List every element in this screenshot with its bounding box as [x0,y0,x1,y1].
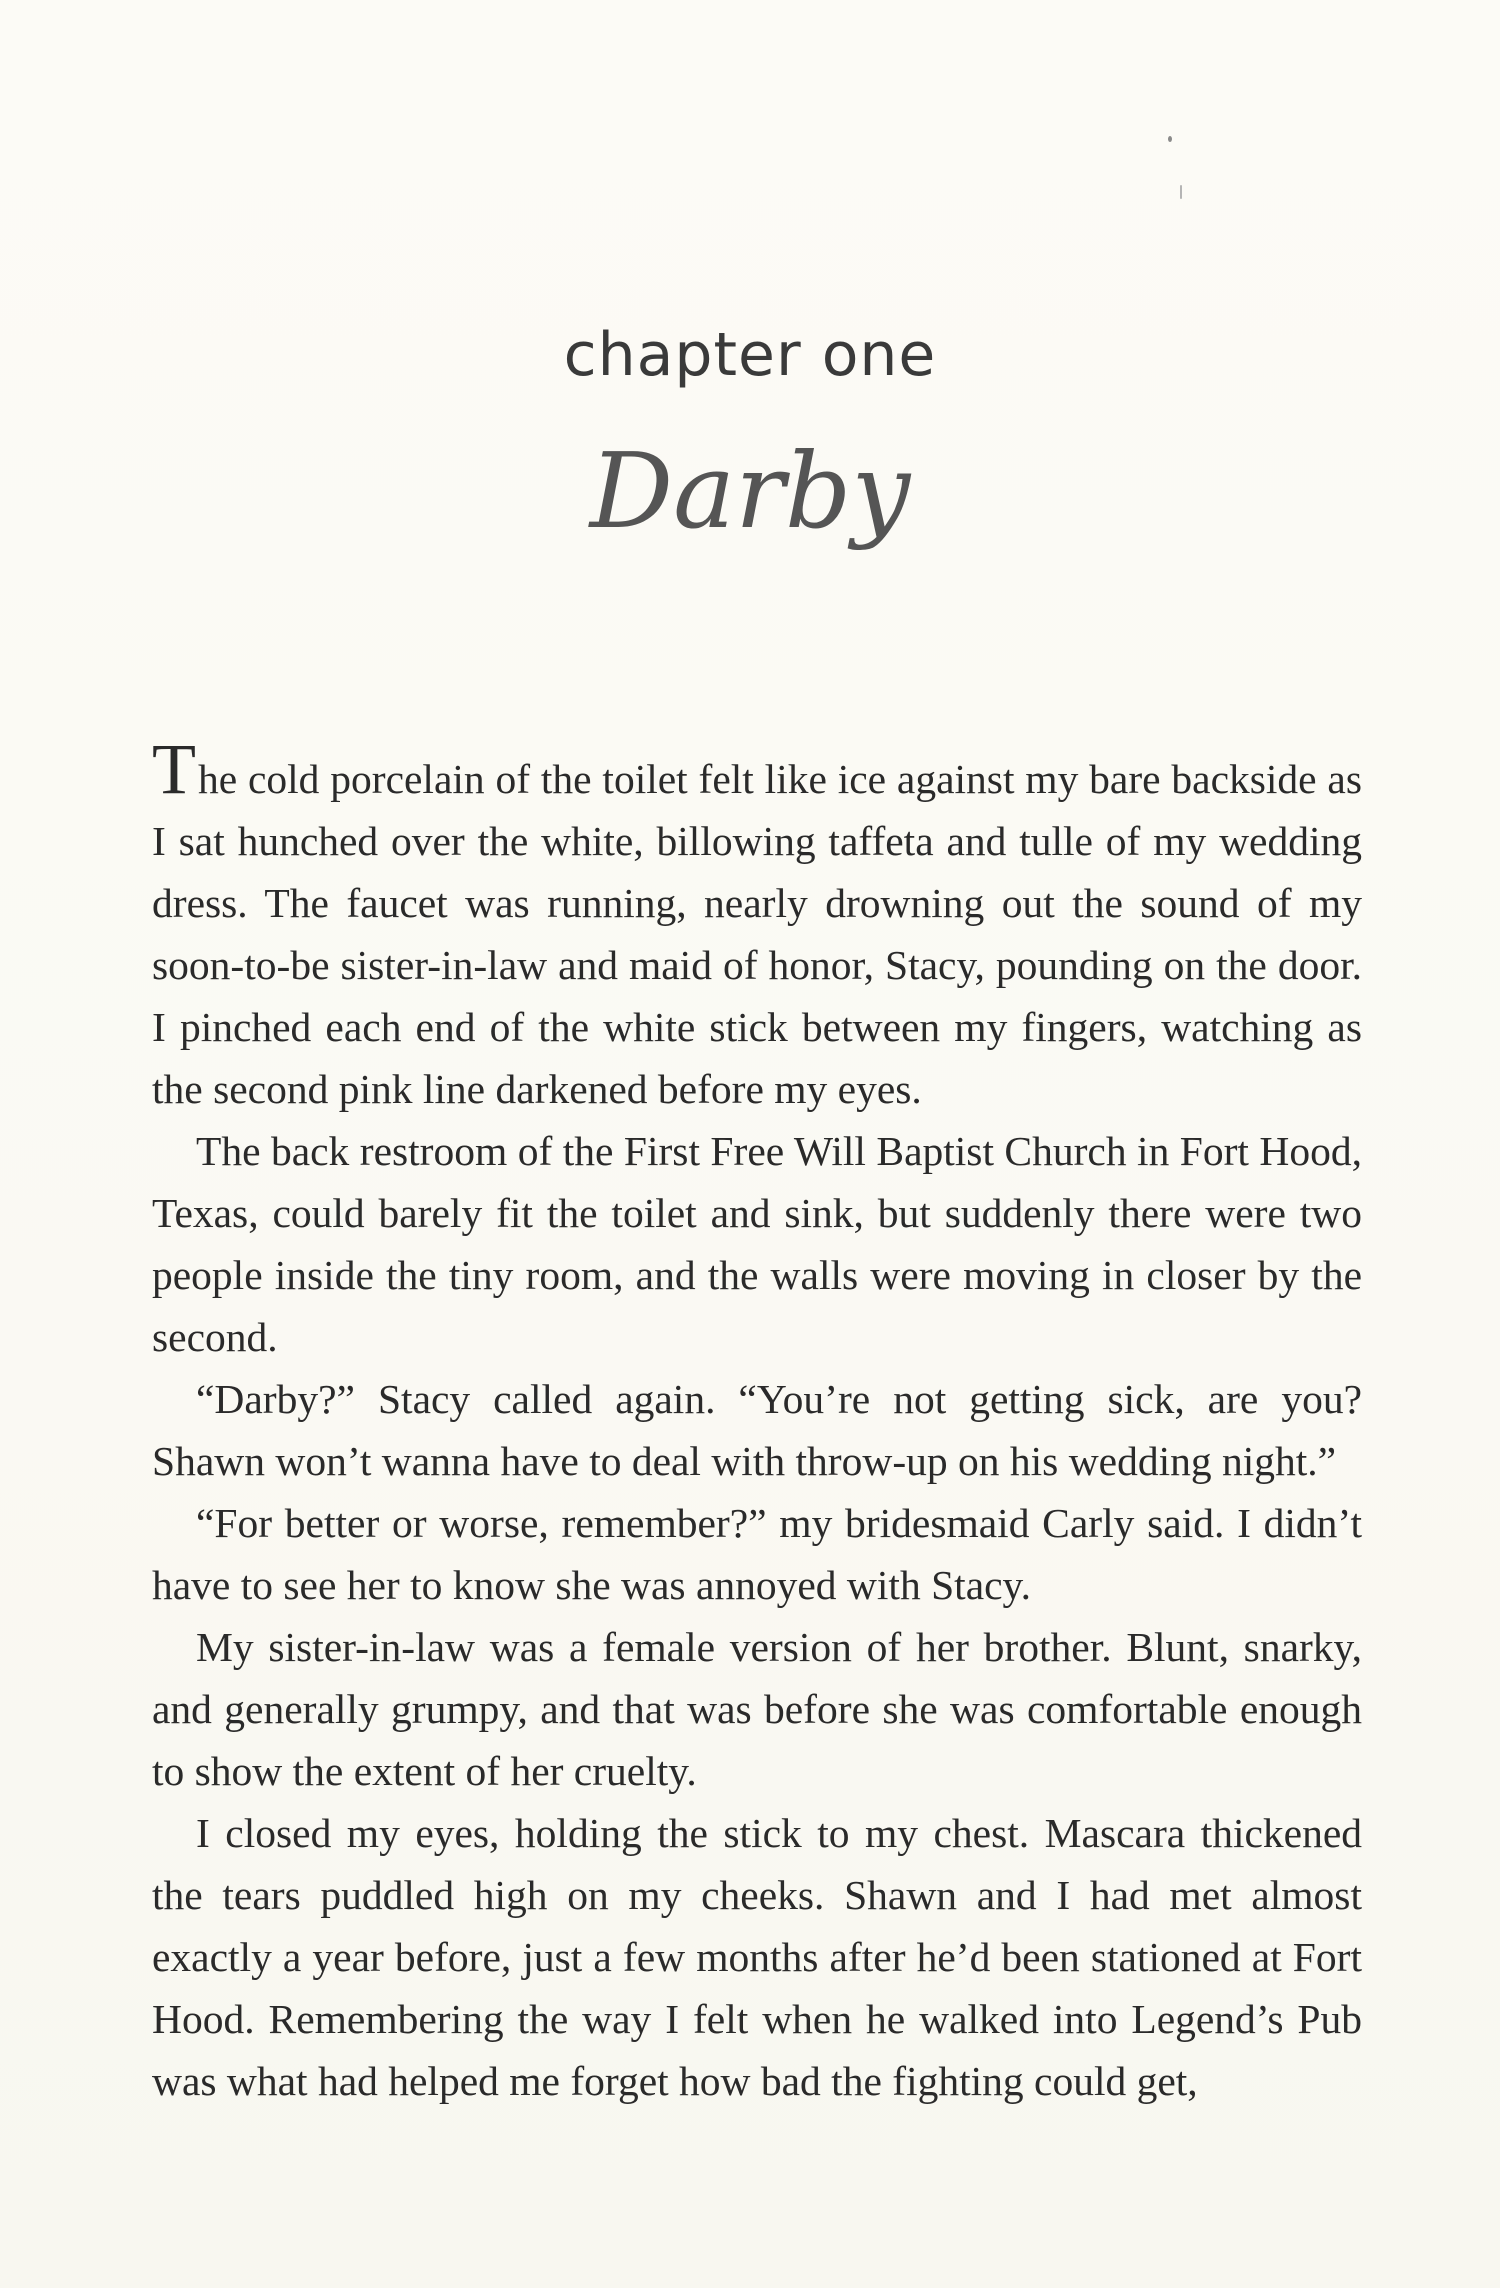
page-speck [1168,136,1172,142]
paragraph-text: he cold porcelain of the toilet felt like ice against my bare backside as I sat hunched over the white, billowing taffeta and tulle of my wedding dress. The faucet was running, nearly drowning out the sound of my soon-to-be sister-in-law and maid of honor, Stacy, pounding on the door. I pinched each end of the white stick between my fingers, watching as the second pink line darkened before my eyes. [152,756,1362,1112]
chapter-character-name: Darby [589,430,911,552]
paragraph: The back restroom of the First Free Will Baptist Church in Fort Hood, Texas, could barely fit the toilet and sink, but suddenly there were two people inside the tiny room, and the walls were moving in closer by the second. [152,1128,1362,1360]
paragraph: “Darby?” Stacy called again. “You’re not getting sick, are you? Shawn won’t wanna have to deal with throw-up on his wedding night.” [152,1376,1362,1484]
paragraph [152,729,1362,1120]
chapter-heading: chapter one [563,320,937,390]
paragraph: I closed my eyes, holding the stick to my chest. Mascara thickened the tears puddled high on my cheeks. Shawn and I had met almost exactly a year before, just a few months after he’d been stationed at Fort Hood. Remembering the way I felt when he walked into Legend’s Pub was what had helped me forget how bad the fighting could get, [152,1810,1362,2104]
chapter-body [152,729,1362,2112]
paragraph: My sister-in-law was a female version of her brother. Blunt, snarky, and generally grumpy, and that was before she was comfortable enough to show the extent of her cruelty. [152,1624,1362,1794]
paragraph: “For better or worse, remember?” my bridesmaid Carly said. I didn’t have to see her to know she was annoyed with Stacy. [152,1500,1362,1608]
page-speck [1180,185,1182,199]
drop-cap: T [152,729,196,809]
